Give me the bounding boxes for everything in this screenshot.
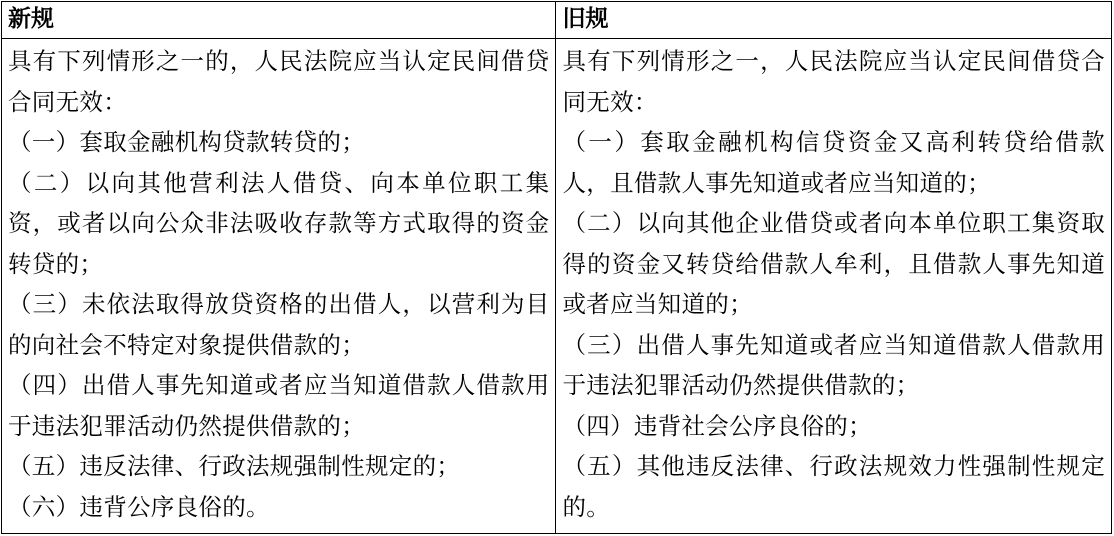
new-rules-header: 新规 — [2, 2, 556, 39]
old-rules-cell — [556, 39, 1112, 534]
new-rules-item-3: （三）未依法取得放贷资格的出借人，以营利为目的向社会不特定对象提供借款的； — [8, 290, 550, 359]
new-rules-item-5: （五）违反法律、行政法规强制性规定的； — [8, 452, 461, 480]
header-row — [2, 2, 1112, 39]
old-rules-item-5: （五）其他违反法律、行政法规效力性强制性规定的。 — [562, 452, 1105, 521]
new-rules-cell — [2, 39, 556, 534]
old-rules-item-1: （一）套取金融机构信贷资金又高利转贷给借款人，且借款人事先知道或者应当知道的； — [562, 128, 1105, 197]
new-rules-item-4: （四）出借人事先知道或者应当知道借款人借款用于违法犯罪活动仍然提供借款的； — [8, 371, 550, 440]
old-rules-header: 旧规 — [556, 2, 1112, 39]
content-row — [2, 39, 1112, 534]
new-rules-item-1: （一）套取金融机构贷款转贷的； — [8, 128, 365, 156]
new-rules-item-2: （二）以向其他营利法人借贷、向本单位职工集资，或者以向公众非法吸收存款等方式取得的资金转贷的； — [8, 168, 550, 278]
old-rules-intro: 具有下列情形之一，人民法院应当认定民间借贷合同无效： — [562, 47, 1105, 116]
new-rules-item-6: （六）违背公序良俗的。 — [8, 492, 270, 521]
old-rules-item-3: （三）出借人事先知道或者应当知道借款人借款用于违法犯罪活动仍然提供借款的； — [562, 330, 1105, 399]
old-rules-item-2: （二）以向其他企业借贷或者向本单位职工集资取得的资金又转贷给借款人牟利，且借款人事先知道或者应当知道的； — [562, 209, 1105, 318]
old-rules-item-4: （四）违背社会公序良俗的； — [562, 411, 872, 440]
comparison-table — [1, 1, 1112, 534]
new-rules-intro: 具有下列情形之一的，人民法院应当认定民间借贷合同无效： — [8, 47, 550, 116]
